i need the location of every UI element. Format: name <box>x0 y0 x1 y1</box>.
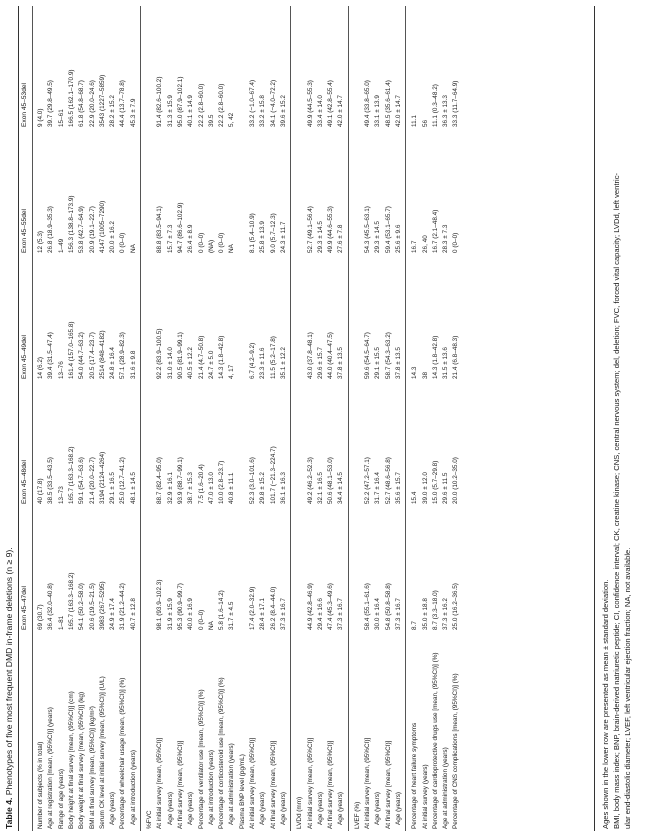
row-label: At initial survey [mean, (95%CI)] <box>364 737 371 829</box>
table-cell: 22.2 (2.8–60.0) <box>197 83 205 127</box>
row-label: Age (years) <box>316 791 324 825</box>
table-row <box>441 0 451 835</box>
table-cell: 26.8 (18.9–35.3) <box>47 206 55 253</box>
table-cell: 0 (0–0) <box>197 232 205 253</box>
table-row <box>108 0 118 835</box>
table-cell: 33.1 ± 13.9 <box>374 95 382 127</box>
table-cell: 2514 (848–4182) <box>98 330 106 379</box>
table-cell: 8.7 (3.3–18.0) <box>431 590 439 630</box>
table-cell: 29.8 ± 15.2 <box>259 472 267 504</box>
table-cell: 54.0 (44.7–63.2) <box>78 332 86 379</box>
table-cell: 69 (30.7) <box>37 604 44 630</box>
table-cell: 8.1 (5.4–10.9) <box>249 213 256 253</box>
table-cell: 31.7 ± 4.5 <box>228 601 236 630</box>
row-label: Plasma BNP level (pg/mL) <box>238 754 246 829</box>
table-row <box>46 0 56 835</box>
row-label: Age (years) <box>166 791 174 825</box>
table-cell: 20.5 (17.4–23.7) <box>88 332 96 379</box>
row-label: Percentage of heart failure symptoms <box>411 722 419 829</box>
table-row <box>166 0 176 835</box>
table-cell: 39.5 <box>207 114 215 127</box>
table-row <box>217 0 227 835</box>
table-cell: 20.9 (19.1–22.7) <box>88 206 96 253</box>
row-label: Age (years) <box>187 791 195 825</box>
table-cell: 49.4 (33.8–65.0) <box>364 80 371 127</box>
table-cell: 26, 40 <box>421 235 429 253</box>
row-label: Age at registration [mean, (95%CI)] (years) <box>47 707 55 829</box>
row-label: Age at introduction (years) <box>207 750 215 825</box>
table-row <box>394 0 404 835</box>
table-cell: 61.8 (54.8–68.7) <box>78 80 86 127</box>
table-cell: 52.7 (49.1–56.4) <box>306 206 314 253</box>
table-cell: 88.8 (83.5–94.1) <box>156 206 164 253</box>
row-label: Age (years) <box>394 791 402 825</box>
table-cell: NA <box>228 244 236 253</box>
table-cell: 15.7 ± 7.3 <box>166 224 174 253</box>
table-cell: 32.9 ± 16.1 <box>166 472 174 504</box>
table-cell: 35.0 ± 18.8 <box>421 598 429 630</box>
table-cell: 14.3 (1.8–42.8) <box>218 335 226 379</box>
table-cell: 29.6 ± 11.5 <box>442 472 450 504</box>
table-cell: 26.4 ± 8.9 <box>187 224 195 253</box>
table-cell: 36.3 ± 13.3 <box>442 95 450 127</box>
table-cell: 34.1 (−4.0–72.2) <box>269 79 277 127</box>
row-label: At initial survey [mean, (95%CI)] <box>249 737 256 829</box>
table-cell: 28.3 ± 7.3 <box>442 224 450 253</box>
table-cell: 52.7 (48.6–56.8) <box>384 457 392 504</box>
table-row <box>155 0 165 835</box>
table-row <box>129 0 139 835</box>
table-cell: 58.4 (55.1–61.6) <box>364 583 371 630</box>
column-header: Exon 45–55del <box>21 209 28 253</box>
table-cell: 34.4 ± 14.5 <box>337 472 345 504</box>
table-cell: 31.5 ± 13.6 <box>442 347 450 379</box>
table-cell: 0 (0–0) <box>452 232 460 253</box>
row-label: %FVC <box>146 810 153 829</box>
table-cell: 14 (6.2) <box>37 356 44 379</box>
row-label: Age (years) <box>374 791 382 825</box>
table-row <box>295 0 305 835</box>
table-cell: 39.7 (29.8–49.5) <box>47 80 55 127</box>
table-row <box>57 0 67 835</box>
row-label: Percentage of ventilator use [mean, (95%CI)] (%) <box>197 689 205 829</box>
table-cell: 95.3 (90.9–99.7) <box>176 583 184 630</box>
table-cell: 59.1 (54.7–63.6) <box>78 457 86 504</box>
table-row <box>336 0 346 835</box>
table-row <box>197 0 207 835</box>
table-cell: 31.3 ± 15.9 <box>166 95 174 127</box>
table-cell: 54.3 (45.5–63.1) <box>364 206 371 253</box>
table-cell: 16.7 <box>411 240 419 253</box>
table-cell: 52.3 (3.0–101.6) <box>249 457 256 504</box>
table-cell: 40.1 ± 14.9 <box>187 95 195 127</box>
table-row <box>227 0 237 835</box>
table-cell: 91.4 (82.6–100.2) <box>156 76 164 127</box>
table-cell: 16.7 (2.1–48.4) <box>431 209 439 253</box>
table-cell: 29.1 ± 16.5 <box>109 472 117 504</box>
row-label: At initial survey [mean, (95%CI)] <box>156 737 164 829</box>
table-row <box>258 0 268 835</box>
row-label: Age at introduction (years) <box>129 750 137 825</box>
footnote: BMI, body mass index; BNP, brain-derived natriuretic peptide; CI, confidence interval; CK, creatine kinase; CNS, central nervous system; del, deletion; FVC, forced vital capacity; LVDd, left ventric- <box>612 172 621 829</box>
table-row <box>207 0 217 835</box>
table-cell: 59.4 (53.1–65.7) <box>384 206 392 253</box>
table-caption-text: Phenotypes of five most frequent DMD in-frame deletions (n ≥ 9). <box>4 547 14 796</box>
table-cell: 37.3 ± 16.7 <box>279 598 287 630</box>
table-cell: 25.6 ± 9.6 <box>394 224 402 253</box>
table-cell: 17.4 (2.0–32.9) <box>249 586 256 630</box>
table-cell: 11.1 (0.3–48.2) <box>431 84 439 127</box>
table-cell: 35.6 ± 15.7 <box>394 472 402 504</box>
table-cell: 44.9 (42.8–46.9) <box>306 583 314 630</box>
table-row <box>363 0 373 835</box>
table-cell: 37.3 ± 16.7 <box>337 598 345 630</box>
table-cell: 94.7 (86.6–102.9) <box>176 202 184 253</box>
table-cell: 35.1 ± 12.2 <box>279 347 287 379</box>
table-cell: 13–76 <box>57 361 65 379</box>
table-cell: 39.6 ± 15.2 <box>279 95 287 127</box>
table-cell: 24.9 ± 17.4 <box>109 598 117 630</box>
table-cell: 14.3 (1.8–42.8) <box>431 335 439 379</box>
table-row <box>176 0 186 835</box>
table-row <box>77 0 87 835</box>
table-cell: 40.8 ± 11.1 <box>228 472 236 504</box>
table-cell: 22.9 (20.0–24.6) <box>88 80 96 127</box>
table-cell: 27.6 ± 7.8 <box>337 224 345 253</box>
table-cell: 26.2 (8.4–44.0) <box>269 586 277 630</box>
table-row <box>279 0 289 835</box>
table-cell: 40.7 ± 12.8 <box>129 598 137 630</box>
table-cell: 38.7 ± 15.3 <box>187 472 195 504</box>
table-cell: 28.4 ± 17.1 <box>259 598 267 630</box>
table-cell: 21.4 (20.0–22.7) <box>88 457 96 504</box>
table-cell: 6.7 (4.2–9.2) <box>249 342 256 379</box>
table-row <box>353 0 363 835</box>
table-cell: 58.7 (54.3–63.2) <box>384 332 392 379</box>
table-cell: 5, 42 <box>228 112 236 127</box>
table-cell: 23.3 ± 11.6 <box>259 347 267 379</box>
table-cell: 33.2 (−1.0–67.4) <box>249 79 256 127</box>
table-cell: 29.3 ± 14.5 <box>316 221 324 253</box>
row-label: LVDd (mm) <box>296 796 304 829</box>
table-cell: 3983 (267–5295) <box>98 581 106 630</box>
table-cell: 25.0 (12.7–41.2) <box>119 457 127 504</box>
table-row <box>451 0 461 835</box>
column-header: Exon 45–53del <box>21 83 28 127</box>
table-cell: 21.4 (4.7–50.8) <box>197 335 205 379</box>
table-row <box>145 0 155 835</box>
table-cell: 44.0 (40.4–47.5) <box>327 332 335 379</box>
table-row <box>306 0 316 835</box>
table-cell: 33.4 ± 14.0 <box>316 95 324 127</box>
table-cell: 95.0 (87.9–102.1) <box>176 76 184 127</box>
table-cell: 57.1 (28.9–82.3) <box>119 332 127 379</box>
table-cell: 20.0 ± 16.2 <box>109 221 117 253</box>
row-label: Age (years) <box>259 791 267 825</box>
table-cell: NA <box>129 244 137 253</box>
table-cell: 25.8 ± 13.9 <box>259 221 267 253</box>
table-cell: 48.1 ± 14.5 <box>129 472 137 504</box>
row-label: Serum CK level at initial survey [mean, (95%CI)] (U/L) <box>98 676 106 829</box>
table-cell: 40.0 ± 16.9 <box>187 598 195 630</box>
table-cell: 36.4 (32.0–40.8) <box>47 583 55 630</box>
section-rule <box>348 6 349 831</box>
table-cell: 33.2 ± 15.8 <box>259 95 267 127</box>
table-cell: 37.8 ± 13.5 <box>394 347 402 379</box>
table-cell: NA <box>207 621 215 630</box>
table-cell: 42.0 ± 14.7 <box>394 95 402 127</box>
row-label: Percentage of CNS complications [mean, (95%CI)] (%) <box>452 673 460 829</box>
table-cell: 1–81 <box>57 615 65 630</box>
table-cell: (NA) <box>207 239 215 253</box>
table-cell: 11.1 <box>411 115 419 127</box>
table-cell: 31.9 (21.2–44.2) <box>119 583 127 630</box>
table-cell: 161.4 (157.0–165.8) <box>67 321 75 379</box>
table-cell: 13–73 <box>57 486 65 504</box>
table-cell: 20.6 (19.5–21.5) <box>88 583 96 630</box>
table-cell: 56 <box>421 119 429 127</box>
table-cell: 33.3 (11.7–64.9) <box>452 80 460 127</box>
table-cell: 47.4 (45.3–49.6) <box>327 583 335 630</box>
footnote: Ages shown in the lower row are presented as mean ± standard deviation. <box>601 579 610 829</box>
table-cell: 3543 (1227–5859) <box>98 74 106 127</box>
row-label: At initial survey (years) <box>421 764 429 829</box>
section-rule <box>405 6 406 831</box>
table-cell: 37.3 ± 16.2 <box>442 598 450 630</box>
table-cell: 88.7 (82.4–95.0) <box>156 457 164 504</box>
table-row <box>431 0 441 835</box>
table-cell: 11.5 (5.2–17.8) <box>269 336 277 379</box>
table-cell: 29.3 ± 14.5 <box>374 221 382 253</box>
table-row <box>269 0 279 835</box>
table-row <box>186 0 196 835</box>
table-cell: 93.9 (88.7–99.1) <box>176 457 184 504</box>
table-cell: 0 (0–0) <box>119 232 127 253</box>
row-label: LVEF (%) <box>353 801 361 829</box>
row-label: Percentage of wheelchair usage [mean, (95%CI)] (%) <box>119 677 127 829</box>
table-cell: 9.0 (5.7–12.3) <box>269 213 277 253</box>
table-cell: 165.7 (163.3–168.2) <box>67 446 75 504</box>
column-header: Exon 45–49del <box>21 335 28 379</box>
column-header: Exon 45–47del <box>21 586 28 630</box>
table-cell: 92.2 (83.9–100.5) <box>156 328 164 379</box>
row-label: Age at administration (years) <box>228 743 236 825</box>
header-rule <box>32 6 33 831</box>
table-cell: 28.2 ± 15.2 <box>109 95 117 127</box>
table-cell: 49.9 (44.5–55.3) <box>306 80 314 127</box>
table-cell: 49.9 (44.6–55.3) <box>327 206 335 253</box>
table-cell: 31.9 ± 15.9 <box>166 598 174 630</box>
table-cell: 29.4 ± 16.6 <box>316 598 324 630</box>
table-cell: 39.4 (31.5–47.4) <box>47 332 55 379</box>
table-row <box>88 0 98 835</box>
table-cell: 15.4 <box>411 491 419 504</box>
table-row <box>118 0 128 835</box>
table-header-row <box>20 0 30 835</box>
table-row <box>98 0 108 835</box>
row-label: Body weight at final survey [mean, (95%CI)] (kg) <box>78 691 86 829</box>
table-cell: 39.0 ± 12.0 <box>421 472 429 504</box>
table-cell: 37.8 ± 13.5 <box>337 347 345 379</box>
table-cell: 5.8 (1.6–14.2) <box>218 590 226 630</box>
table-cell: 8.7 <box>411 621 419 630</box>
table-footnotes <box>600 173 633 829</box>
row-label: BMI at final survey [mean, (95%CI)] (kg/m²) <box>88 706 96 829</box>
section-rule <box>140 6 141 831</box>
row-label: Range of age (years) <box>57 768 65 829</box>
table-cell: 25.0 (16.2–36.5) <box>452 583 460 630</box>
row-label: At final survey [mean, (95%CI)] <box>384 740 392 829</box>
table-cell: 9 (4.0) <box>37 108 44 127</box>
table-cell: 38 <box>421 371 429 379</box>
row-label: Age (years) <box>279 791 287 825</box>
table-cell: 54.8 (50.8–58.8) <box>384 583 392 630</box>
table-cell: 21.4 (6.8–48.3) <box>452 335 460 379</box>
table-cell: 31.7 ± 16.4 <box>374 472 382 504</box>
table-cell: 52.2 (47.2–57.1) <box>364 457 371 504</box>
table-cell: 0 (0–0) <box>197 609 205 630</box>
table-cell: 30.0 ± 16.4 <box>374 598 382 630</box>
table-cell: 24.3 ± 11.7 <box>279 221 287 253</box>
table-caption <box>4 547 14 829</box>
row-label: Number of subjects (% in total) <box>37 741 44 829</box>
row-label: Body height at final survey [mean, (95%CI)] (cm) <box>67 691 75 829</box>
table-cell: 22.2 (2.8–60.0) <box>218 83 226 127</box>
table-top-rule <box>18 6 19 831</box>
row-label: Percentage of cardioprotective drugs use [mean, (95%CI)] (%) <box>431 652 439 829</box>
table-cell: 42.0 ± 14.7 <box>337 95 345 127</box>
table-cell: 44.4 (13.7–78.8) <box>119 80 127 127</box>
table-cell: 31.6 ± 9.8 <box>129 350 137 379</box>
table-cell: 166.5 (162.1–170.9) <box>67 69 75 127</box>
table-cell: 165.7 (163.3–168.2) <box>67 572 75 630</box>
table-cell: 24.7 ± 5.0 <box>207 350 215 379</box>
table-cell: 1–49 <box>57 238 65 253</box>
table-cell: 59.6 (54.5–64.7) <box>364 332 371 379</box>
table-row <box>36 0 46 835</box>
table-cell: 48.5 (35.6–61.4) <box>384 80 392 127</box>
table-cell: 12 (5.3) <box>37 230 44 253</box>
row-label: Age (years) <box>109 791 117 825</box>
table-cell: 3194 (2124–4264) <box>98 451 106 504</box>
table-cell: 31.0 ± 14.0 <box>166 347 174 379</box>
table-cell: 7.5 (1.6–20.4) <box>197 464 205 504</box>
table-cell: 156.3 (138.8–173.9) <box>67 195 75 253</box>
table-cell: 4147 (1005–7290) <box>98 200 106 253</box>
row-label: At final survey [mean, (95%CI)] <box>269 740 277 829</box>
table-cell: 43.0 (37.8–48.1) <box>306 332 314 379</box>
table-cell: 32.1 ± 16.5 <box>316 472 324 504</box>
table-cell: 90.5 (81.9–99.1) <box>176 332 184 379</box>
table-cell: 40 (17.8) <box>37 478 44 504</box>
table-caption-label: Table 4. <box>4 797 14 829</box>
table-cell: 36.1 ± 16.3 <box>279 472 287 504</box>
table-cell: 29.6 ± 15.7 <box>316 347 324 379</box>
table-cell: 49.1 (42.8–55.4) <box>327 80 335 127</box>
table-cell: 15.0 (5.7–29.8) <box>431 460 439 504</box>
table-cell: 50.6 (48.1–53.0) <box>327 457 335 504</box>
table-cell: 49.2 (46.2–52.3) <box>306 457 314 504</box>
table-cell: 98.1 (93.9–102.3) <box>156 579 164 630</box>
row-label: Age at administration (years) <box>442 747 450 829</box>
section-rule <box>290 6 291 831</box>
table-cell: 29.1 ± 15.5 <box>374 347 382 379</box>
table-row <box>384 0 394 835</box>
row-label: At final survey [mean, (95%CI)] <box>327 740 335 829</box>
table-row <box>316 0 326 835</box>
table-cell: 4, 17 <box>228 364 236 379</box>
table-row <box>248 0 258 835</box>
table-cell: 53.8 (42.7–64.9) <box>78 206 86 253</box>
row-label: Age (years) <box>337 791 345 825</box>
table-cell: 54.1 (50.2–58.0) <box>78 583 86 630</box>
table-cell: 14.3 <box>411 366 419 379</box>
row-label: Percentage of corticosteroid use [mean, (95%CI)] (%) <box>218 677 226 829</box>
table-row <box>238 0 248 835</box>
footnote: ular end-diastolic diameter; LVEF, left ventricular ejection fraction; NA, not available. <box>623 547 632 829</box>
table-cell: 15–61 <box>57 109 65 127</box>
table-bottom-rule <box>594 6 595 831</box>
row-label: At final survey [mean, (95%CI)] <box>176 740 184 829</box>
table-cell: 101.7 (−21.3–224.7) <box>269 446 277 504</box>
table-cell: 20.0 (10.2–35.0) <box>452 457 460 504</box>
table-row <box>67 0 77 835</box>
table-row <box>373 0 383 835</box>
table-cell: 47.0 ± 13.0 <box>207 472 215 504</box>
table-cell: 37.3 ± 16.7 <box>394 598 402 630</box>
table-row <box>410 0 420 835</box>
table-cell: 0 (0–0) <box>218 232 226 253</box>
table-cell: 40.5 ± 12.2 <box>187 347 195 379</box>
table-cell: 45.3 ± 7.9 <box>129 98 137 127</box>
table-cell: 24.8 ± 16.4 <box>109 347 117 379</box>
column-header: Exon 45–48del <box>21 460 28 504</box>
table-row <box>326 0 336 835</box>
table-row <box>421 0 431 835</box>
table-cell: 38.5 (33.5–43.5) <box>47 457 55 504</box>
row-label: At initial survey [mean, (95%CI)] <box>306 737 314 829</box>
table-cell: 10.0 (2.8–23.7) <box>218 460 226 504</box>
